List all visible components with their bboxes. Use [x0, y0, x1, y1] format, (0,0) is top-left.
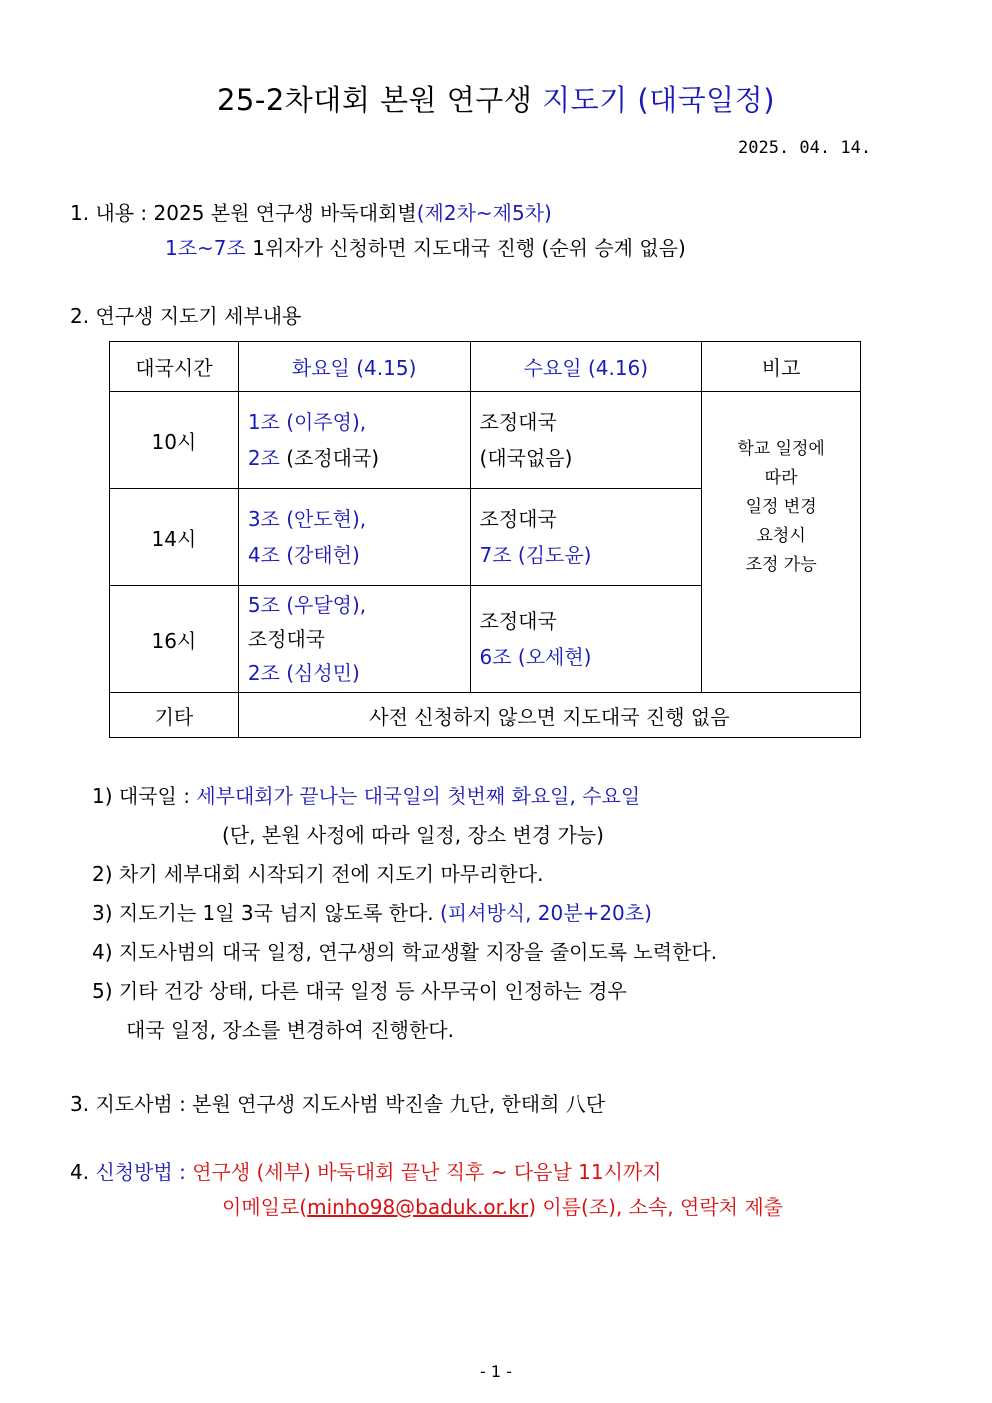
row-wednesday-cell: [470, 489, 702, 586]
table-header-row: [110, 342, 861, 392]
tuesday-line: 5조 (우달영),: [247, 593, 367, 617]
tuesday-line: 2조 (심성민): [247, 661, 360, 685]
section1-group-range: 1조~7조: [165, 236, 246, 260]
table-row: [110, 392, 861, 489]
section3-instructors: 3. 지도사범 : 본원 연구생 지도사범 박진솔 九단, 한태희 八단: [70, 1092, 606, 1116]
document-date: 2025. 04. 14.: [738, 138, 872, 158]
item-3-detail: (피셔방식, 20분+20초): [440, 901, 652, 925]
tuesday-line: 4조 (강태헌): [247, 543, 360, 567]
item-1-detail: 세부대회가 끝나는 대국일의 첫번째 화요일, 수요일: [196, 784, 641, 808]
section1-prefix: 1. 내용 : 2025 본원 연구생 바둑대회별: [70, 201, 417, 225]
tuesday-entry: 2조: [247, 446, 280, 470]
tuesday-entry: (조정대국): [279, 446, 380, 470]
note-line: 따라: [764, 467, 798, 488]
tuesday-entry: 1조 (이주영),: [247, 410, 367, 434]
row-time: 16시: [110, 586, 239, 693]
note-cell: [702, 392, 861, 693]
section4-line2: [222, 1191, 783, 1220]
item-3-prefix: 3) 지도기는 1일 3국 넘지 않도록 한다.: [92, 901, 440, 925]
wednesday-line: 조정대국: [479, 609, 557, 633]
note-line: 일정 변경: [745, 496, 817, 517]
tuesday-line: [248, 440, 470, 476]
row-tuesday-cell: [238, 392, 470, 489]
row-time: 10시: [110, 392, 239, 489]
header-time: 대국시간: [110, 342, 239, 392]
email-link[interactable]: minho98@baduk.or.kr: [307, 1195, 529, 1219]
schedule-table: [109, 341, 861, 738]
header-wednesday: 수요일 (4.16): [470, 342, 702, 392]
etc-text: 사전 신청하지 않으면 지도대국 진행 없음: [238, 693, 860, 738]
section1-line2-text: 1위자가 신청하면 지도대국 진행 (순위 승계 없음): [245, 236, 686, 260]
etc-label: 기타: [110, 693, 239, 738]
section4-line1: [70, 1156, 662, 1185]
tuesday-line: [248, 404, 470, 440]
row-tuesday-cell: [238, 489, 470, 586]
tuesday-line: 3조 (안도현),: [247, 507, 367, 531]
item-5: 5) 기타 건강 상태, 다른 대국 일정 등 사무국이 인정하는 경우: [92, 979, 627, 1003]
section4-label: 신청방법 :: [95, 1160, 193, 1184]
item-4: 4) 지도사범의 대국 일정, 연구생의 학교생활 지장을 줄이도록 노력한다.: [92, 940, 718, 964]
note-line: 조정 가능: [745, 554, 817, 575]
section4-line2-b: ) 이름(조), 소속, 연락처 제출: [528, 1195, 783, 1219]
wednesday-line: 6조 (오세현): [479, 645, 592, 669]
wednesday-line: (대국없음): [479, 446, 573, 470]
section1-round-range: (제2차~제5차): [416, 201, 552, 225]
note-line: 요청시: [756, 525, 806, 546]
wednesday-line: 조정대국: [479, 507, 557, 531]
row-time: 14시: [110, 489, 239, 586]
section1-line2: [165, 232, 686, 261]
document-title: [0, 78, 992, 119]
section4-text: 연구생 (세부) 바둑대회 끝난 직후 ~ 다음날 11시까지: [192, 1160, 662, 1184]
page-number: - 1 -: [480, 1362, 512, 1381]
wednesday-line: 조정대국: [479, 410, 557, 434]
section4-line2-a: 이메일로(: [222, 1195, 308, 1219]
row-wednesday-cell: [470, 392, 702, 489]
item-1: [92, 780, 640, 809]
item-3: [92, 897, 652, 926]
wednesday-line: 7조 (김도윤): [479, 543, 592, 567]
row-wednesday-cell: [470, 586, 702, 693]
item-1-line2: (단, 본원 사정에 따라 일정, 장소 변경 가능): [222, 823, 604, 847]
section4-number: 4.: [70, 1160, 96, 1184]
item-1-prefix: 1) 대국일 :: [92, 784, 197, 808]
item-2: 2) 차기 세부대회 시작되기 전에 지도기 마무리한다.: [92, 862, 544, 886]
row-tuesday-cell: [238, 586, 470, 693]
header-note: 비고: [702, 342, 861, 392]
section2-heading: 2. 연구생 지도기 세부내용: [70, 304, 302, 328]
note-line: 학교 일정에: [737, 438, 825, 459]
tuesday-line: 조정대국: [247, 627, 326, 651]
title-part-blue: 지도기 (대국일정): [542, 83, 776, 117]
header-tuesday: 화요일 (4.15): [238, 342, 470, 392]
table-etc-row: [110, 693, 861, 738]
section1-line1: [70, 197, 552, 226]
title-part-black: 25-2차대회 본원 연구생: [216, 83, 543, 117]
item-5-line2: 대국 일정, 장소를 변경하여 진행한다.: [126, 1018, 454, 1042]
